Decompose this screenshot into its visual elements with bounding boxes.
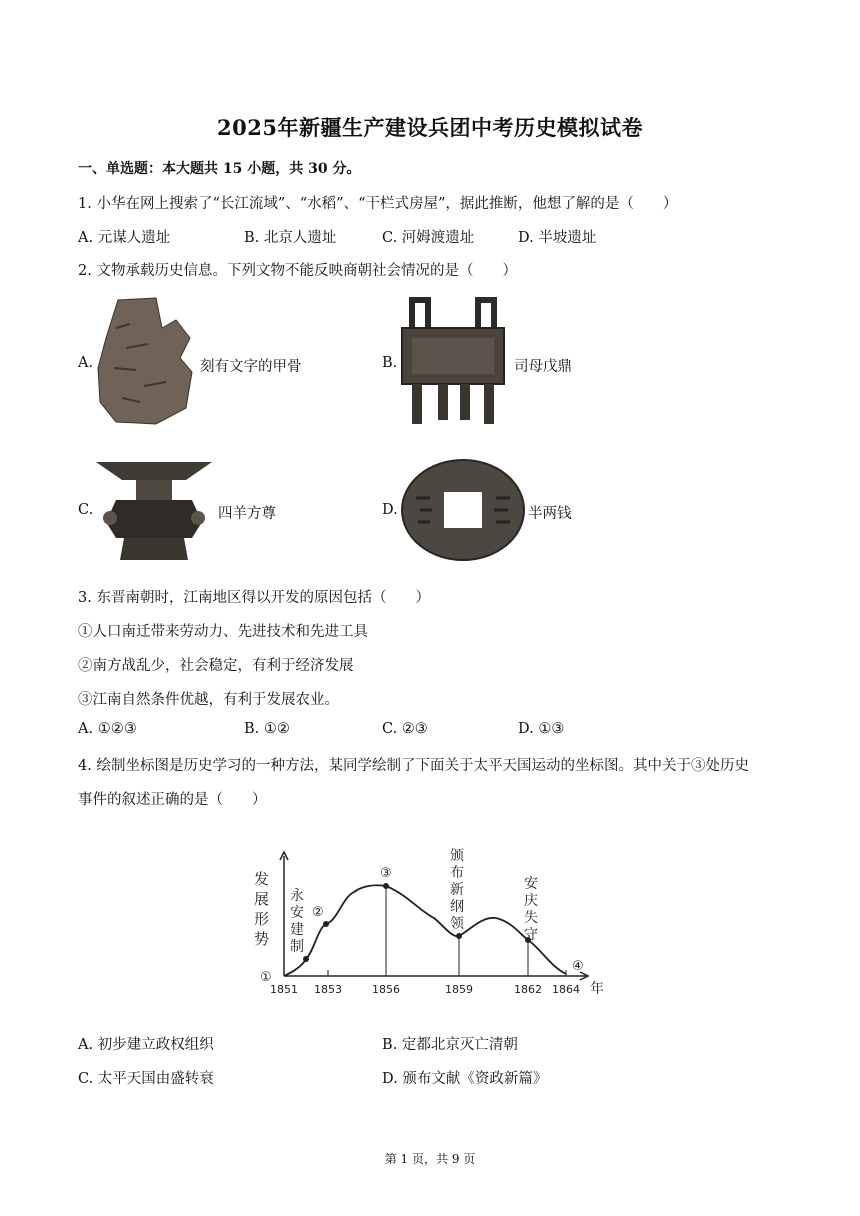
- q4-option-a: A. 初步建立政权组织: [78, 1037, 214, 1053]
- annotation-char: 颁: [450, 848, 464, 864]
- section-heading: 一、单选题：本大题共 15 小题，共 30 分。: [78, 161, 361, 177]
- y-axis-label-char: 展: [254, 890, 270, 908]
- y-axis-label-char: 发: [254, 870, 270, 888]
- q4-option-b: B. 定都北京灭亡清朝: [382, 1037, 518, 1053]
- q1-option-c: C. 河姆渡遗址: [382, 230, 475, 246]
- q1-option-d: D. 半坡遗址: [518, 230, 597, 246]
- annotation-char: 失: [524, 910, 538, 926]
- q4-option-d: D. 颁布文献《资政新篇》: [382, 1071, 548, 1087]
- annotation-char: 守: [524, 927, 538, 943]
- data-point: [303, 956, 309, 962]
- annotation-char: 领: [450, 916, 464, 932]
- banliang-coin-image: [400, 458, 526, 562]
- q2-option-d-letter: D.: [382, 502, 398, 518]
- q2-option-b-letter: B.: [382, 355, 398, 371]
- q3-option-d: D. ①③: [518, 721, 565, 737]
- q3-statement-2: ②南方战乱少，社会稳定，有利于经济发展: [78, 658, 354, 674]
- page-title: 2025年新疆生产建设兵团中考历史模拟试卷: [217, 115, 643, 140]
- q3-statement-1: ①人口南迁带来劳动力、先进技术和先进工具: [78, 624, 368, 640]
- q2-option-b-caption: 司母戊鼎: [514, 359, 572, 375]
- x-tick-label: 1862: [514, 983, 542, 996]
- q3-statement-3: ③江南自然条件优越，有利于发展农业。: [78, 692, 339, 708]
- annotation-char: 安: [524, 876, 538, 892]
- marker-label: ②: [312, 905, 324, 920]
- data-point: [383, 883, 389, 889]
- x-axis-label: 年: [590, 981, 604, 997]
- y-axis-label-char: 势: [254, 930, 270, 948]
- q2-option-c-letter: C.: [78, 502, 94, 518]
- marker-label: ④: [572, 959, 584, 974]
- annotation-char: 布: [450, 865, 464, 881]
- annotation-char: 永: [290, 888, 304, 904]
- question-1-stem: 1. 小华在网上搜索了“长江流域”、“水稻”、“干栏式房屋”，据此推断，他想了解的是（ ）: [78, 196, 678, 212]
- q1-option-a: A. 元谋人遗址: [78, 230, 171, 246]
- question-2-stem: 2. 文物承载历史信息。下列文物不能反映商朝社会情况的是（ ）: [78, 263, 517, 279]
- q4-option-c: C. 太平天国由盛转衰: [78, 1071, 214, 1087]
- question-4-stem-line1: 4. 绘制坐标图是历史学习的一种方法，某同学绘制了下面关于太平天国运动的坐标图。其中关于③处历史: [78, 758, 749, 774]
- q3-option-c: C. ②③: [382, 721, 428, 737]
- x-tick-label: 1864: [552, 983, 580, 996]
- x-tick-label: 1856: [372, 983, 400, 996]
- x-tick-label: 1853: [314, 983, 342, 996]
- x-tick-label: 1859: [445, 983, 473, 996]
- data-point: [323, 921, 329, 927]
- q2-option-c-caption: 四羊方尊: [218, 506, 276, 522]
- data-point: [456, 933, 462, 939]
- marker-label: ③: [380, 866, 392, 881]
- marker-label: ①: [260, 970, 272, 985]
- question-3-stem: 3. 东晋南朝时，江南地区得以开发的原因包括（ ）: [78, 590, 430, 606]
- page-footer: 第 1 页，共 9 页: [384, 1152, 476, 1166]
- four-goat-square-zun-image: [96, 458, 212, 562]
- annotation-char: 安: [290, 905, 304, 921]
- annotation-char: 新: [450, 882, 464, 898]
- oracle-bone-image: [96, 298, 196, 426]
- annotation-char: 制: [290, 939, 304, 955]
- simuwu-ding-image: [398, 298, 508, 426]
- q3-option-b: B. ①②: [244, 721, 290, 737]
- q2-option-a-letter: A.: [78, 355, 94, 371]
- x-tick-label: 1851: [270, 983, 298, 996]
- taiping-trend-chart: [250, 836, 620, 1006]
- question-4-stem-line2: 事件的叙述正确的是（ ）: [78, 792, 267, 808]
- q2-option-a-caption: 刻有文字的甲骨: [200, 359, 302, 375]
- q1-option-b: B. 北京人遗址: [244, 230, 337, 246]
- annotation-char: 纲: [450, 899, 464, 915]
- q2-option-d-caption: 半两钱: [528, 506, 572, 522]
- y-axis-label-char: 形: [254, 910, 270, 928]
- annotation-char: 建: [290, 922, 304, 938]
- q3-option-a: A. ①②③: [78, 721, 137, 737]
- annotation-char: 庆: [524, 893, 538, 909]
